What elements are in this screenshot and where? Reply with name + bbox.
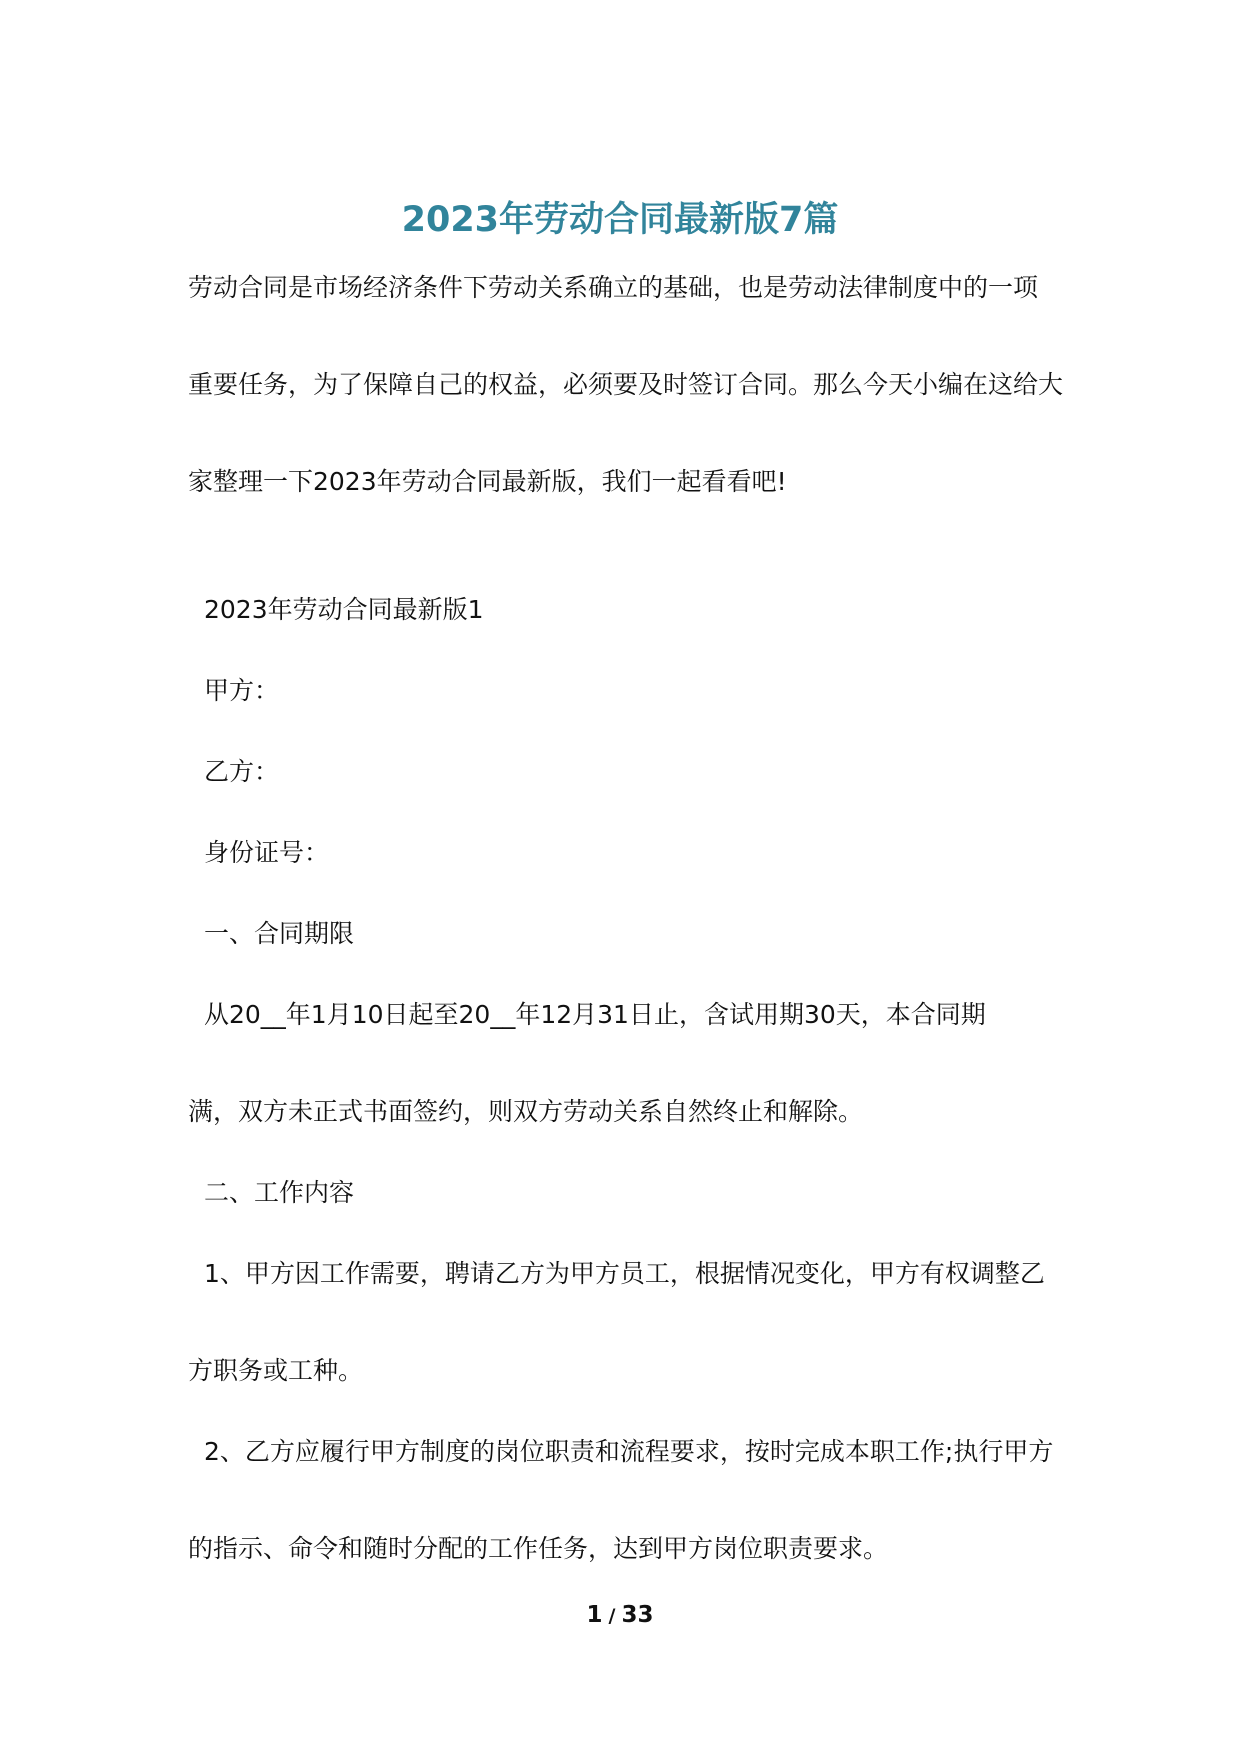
clause1-text-line-2: 满，双方未正式书面签约，则双方劳动关系自然终止和解除。 bbox=[188, 1097, 864, 1126]
current-page: 1 bbox=[586, 1602, 603, 1628]
page-separator: / bbox=[608, 1605, 616, 1627]
section-heading: 2023年劳动合同最新版1 bbox=[204, 595, 484, 624]
clause1-text-line-1: 从20__年1月10日起至20__年12月31日止，含试用期30天，本合同期 bbox=[204, 1000, 986, 1029]
clause1-heading: 一、合同期限 bbox=[204, 919, 355, 948]
page-number bbox=[0, 1599, 1240, 1632]
clause2-item2-line-2: 的指示、命令和随时分配的工作任务，达到甲方岗位职责要求。 bbox=[188, 1534, 889, 1563]
party-b-label: 乙方： bbox=[204, 757, 280, 786]
clause2-heading: 二、工作内容 bbox=[204, 1178, 355, 1207]
intro-line-3: 家整理一下2023年劳动合同最新版，我们一起看看吧! bbox=[188, 467, 787, 496]
intro-line-2: 重要任务，为了保障自己的权益，必须要及时签订合同。那么今天小编在这给大 bbox=[188, 370, 1064, 399]
clause2-item1-line-1: 1、甲方因工作需要，聘请乙方为甲方员工，根据情况变化，甲方有权调整乙 bbox=[204, 1259, 1045, 1288]
clause2-item1-line-2: 方职务或工种。 bbox=[188, 1356, 364, 1385]
party-a-label: 甲方： bbox=[204, 676, 280, 705]
document-title: 2023年劳动合同最新版7篇 bbox=[401, 200, 839, 240]
clause2-item2-line-1: 2、乙方应履行甲方制度的岗位职责和流程要求，按时完成本职工作;执行甲方 bbox=[204, 1437, 1054, 1466]
total-pages: 33 bbox=[621, 1602, 654, 1628]
intro-line-1: 劳动合同是市场经济条件下劳动关系确立的基础，也是劳动法律制度中的一项 bbox=[188, 273, 1039, 302]
id-number-label: 身份证号： bbox=[204, 838, 330, 867]
